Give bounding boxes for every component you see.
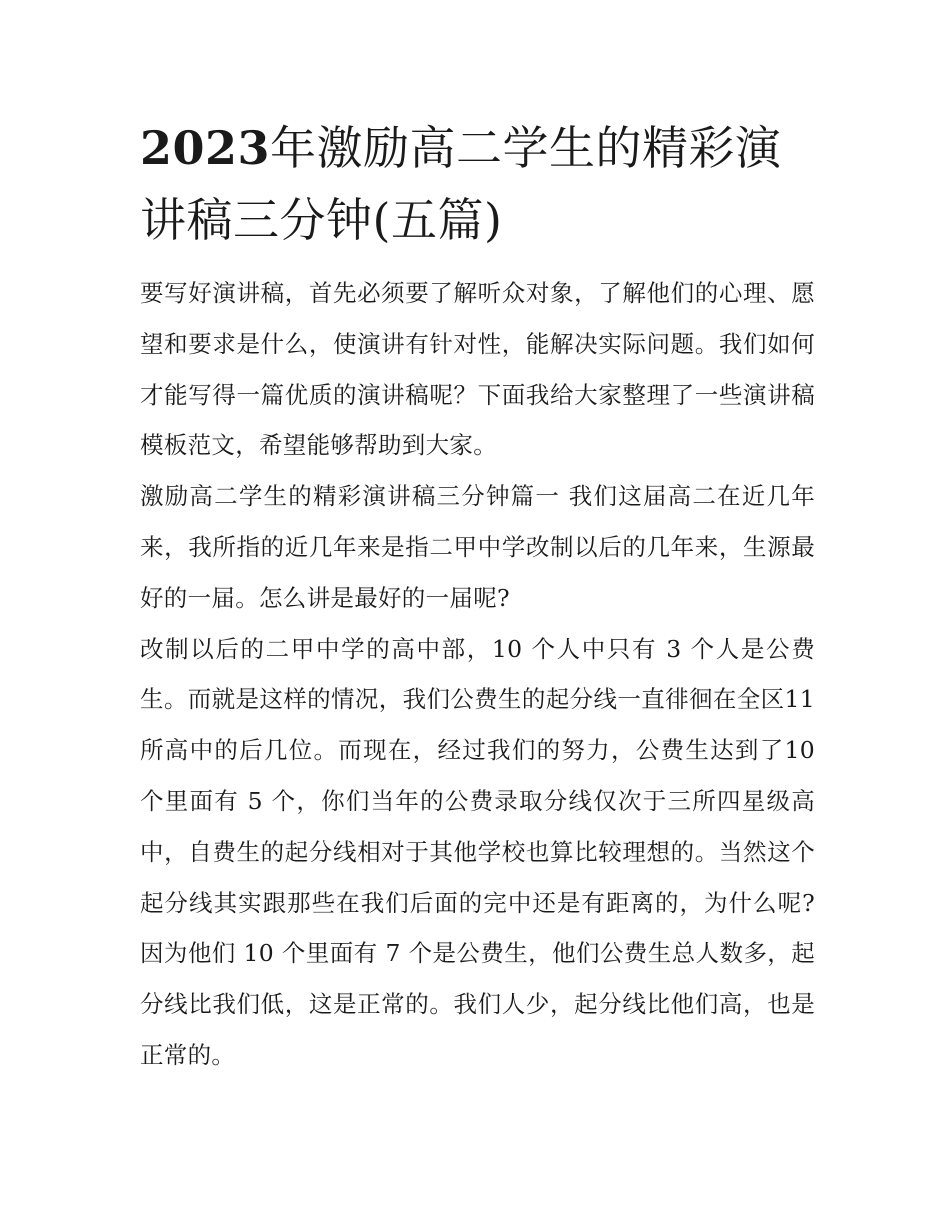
title-year: 2023: [140, 121, 271, 175]
document-page: [140, 112, 815, 1081]
document-title: [140, 112, 815, 256]
title-text: 年激励高二学生的精彩演讲稿三分钟(五篇): [140, 121, 782, 247]
document-body: [140, 268, 815, 1081]
paragraph-section-one: 激励高二学生的精彩演讲稿三分钟篇一 我们这届高二在近几年来，我所指的近几年来是指二甲中学改制以后的几年来，生源最好的一届。怎么讲是最好的一届呢?: [140, 482, 815, 612]
paragraph-reform: 改制以后的二甲中学的高中部，10 个人中只有 3 个人是公费生。而就是这样的情况，我们公费生的起分线一直徘徊在全区11 所高中的后几位。而现在，经过我们的努力，公费生达到了10 个里面有 5 个，你们当年的公费录取分线仅次于三所四星级高中，自费生的起分线相对于其他学校也算比较理想的。当然这个起分线其实跟那些在我们后面的完中还是有距离的，为什么呢?因为他们 10 个里面有 7 个是公费生，他们公费生总人数多，起分线比我们低，这是正常的。我们人少，起分线比他们高，也是正常的。: [140, 634, 815, 1069]
paragraph-intro: 要写好演讲稿，首先必须要了解听众对象，了解他们的心理、愿望和要求是什么，使演讲有针对性，能解决实际问题。我们如何才能写得一篇优质的演讲稿呢？下面我给大家整理了一些演讲稿模板范文，希望能够帮助到大家。: [140, 279, 815, 460]
